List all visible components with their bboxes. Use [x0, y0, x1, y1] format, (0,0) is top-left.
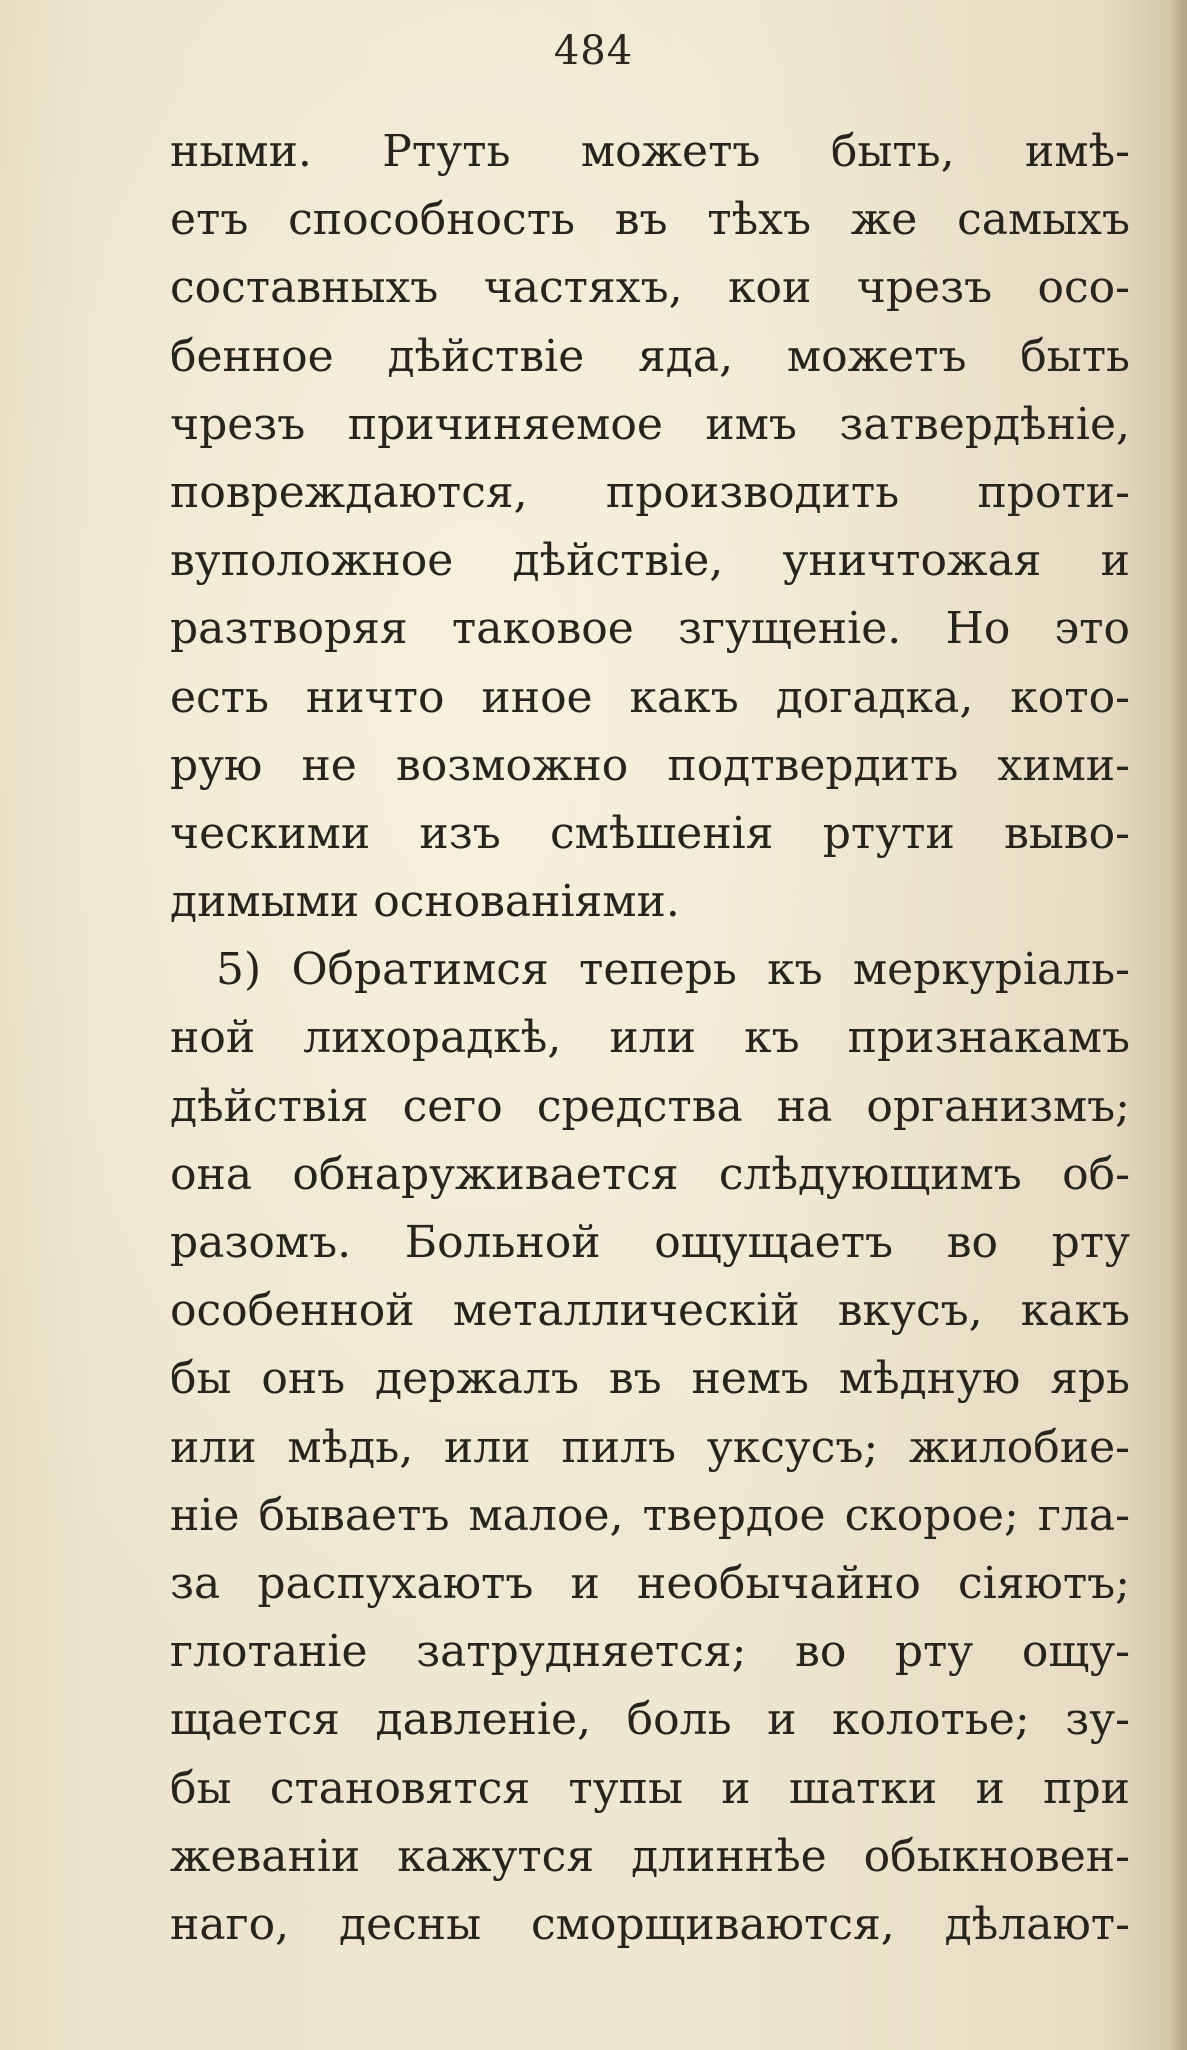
text-line: бенное дѣйствіе яда, можетъ быть: [170, 330, 1130, 382]
text-line: ной лихорадкѣ, или къ признакамъ: [170, 1012, 1130, 1064]
text-line: ческими изъ смѣшенія ртути выво-: [170, 807, 1130, 859]
text-line: рую не возможно подтвердить хими-: [170, 739, 1130, 791]
text-line: или мѣдь, или пилъ уксусъ; жилобие-: [170, 1421, 1130, 1473]
text-line: глотаніе затрудняется; во рту ощу-: [170, 1626, 1130, 1678]
text-line: наго, десны сморщиваются, дѣлают-: [170, 1898, 1130, 1950]
text-line: чрезъ причиняемое имъ затвердѣніе,: [170, 398, 1130, 450]
text-line: повреждаются, производить проти-: [170, 466, 1130, 518]
body-text: [170, 118, 1130, 1959]
text-line: составныхъ частяхъ, кои чрезъ осо-: [170, 262, 1130, 314]
paragraph-start-line: 5) Обратимся теперь къ меркуріаль-: [216, 944, 1130, 996]
text-line: за распухаютъ и необычайно сіяютъ;: [170, 1557, 1130, 1609]
text-line: ными. Ртуть можетъ быть, имѣ-: [170, 126, 1130, 177]
text-line: разтворяя таковое згущеніе. Но это: [170, 603, 1130, 655]
page-number: 484: [553, 28, 634, 74]
page-edge-shadow: [1169, 0, 1187, 2050]
paragraph-end-line: димыми основаніями.: [170, 876, 680, 928]
text-line: бы становятся тупы и шатки и при: [170, 1762, 1130, 1814]
text-line: жеваніи кажутся длиннѣе обыкновен-: [170, 1830, 1130, 1882]
text-line: разомъ. Больной ощущаетъ во рту: [170, 1217, 1130, 1268]
text-line: есть ничто иное какъ догадка, кото-: [170, 671, 1130, 723]
text-line: особенной металлическій вкусъ, какъ: [170, 1285, 1130, 1337]
text-line: вуположное дѣйствіе, уничтожая и: [170, 535, 1130, 587]
text-line: щается давленіе, боль и колотье; зу-: [170, 1694, 1130, 1746]
text-line: бы онъ держалъ въ немъ мѣдную ярь: [170, 1353, 1130, 1405]
text-line: дѣйствія сего средства на организмъ;: [170, 1080, 1130, 1132]
text-line: ніе бываетъ малое, твердое скорое; гла-: [170, 1489, 1130, 1541]
text-line: она обнаруживается слѣдующимъ об-: [170, 1148, 1130, 1200]
text-line: етъ способность въ тѣхъ же самыхъ: [170, 194, 1130, 246]
